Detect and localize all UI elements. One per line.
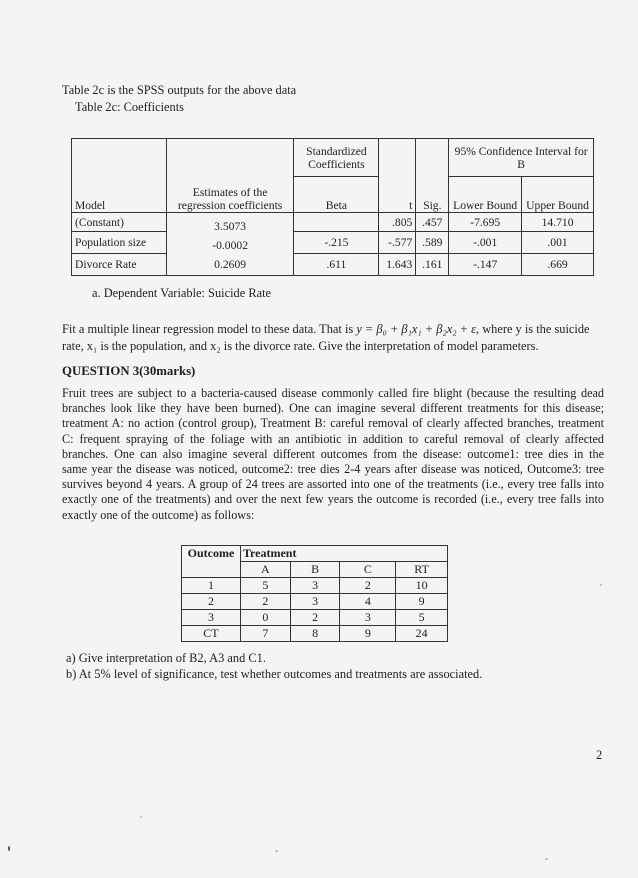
header-beta: Beta: [294, 177, 379, 213]
ct-row-total: 9: [396, 594, 448, 610]
ct-row-total: 24: [396, 626, 448, 642]
scan-speck: [8, 846, 10, 851]
row-upper: .001: [522, 232, 594, 254]
row-sig: .589: [416, 232, 449, 254]
ct-cell: 3: [340, 610, 396, 626]
ct-column-header: A: [240, 562, 290, 578]
page-number: 2: [596, 748, 603, 762]
table-caption: Table 2c: Coefficients: [75, 100, 185, 114]
estimate-value: 3.5073: [214, 219, 247, 233]
row-model: Population size: [72, 232, 167, 254]
header-lower: Lower Bound: [449, 177, 522, 213]
ct-column-header: C: [340, 562, 396, 578]
paragraph-line: branches look like they have been burned). One can imagine several different treatments for this disease;: [62, 401, 604, 416]
ct-cell: 2: [240, 594, 290, 610]
coefficients-table: [71, 138, 594, 276]
task-a: a) Give interpretation of B2, A3 and C1.: [66, 651, 266, 665]
regression-equation: y = β₀ + β₁x₁ + β₂x₂ + ε: [356, 322, 476, 336]
ct-column-row: [182, 562, 448, 578]
ct-rt-header: RT: [396, 562, 448, 578]
paragraph-line: treatment A: no action (control group), Treatment B: careful removal of clearly affected branches, treatment: [62, 416, 604, 431]
row-t: -.577: [379, 232, 416, 254]
paragraph-line: C: frequent spraying of the foliage with an antibiotic in addition to careful removal of clearly affected: [62, 431, 604, 446]
scan-speck: [545, 858, 548, 860]
table-row: [182, 626, 448, 642]
row-lower: -7.695: [449, 213, 522, 232]
ct-row-total: 5: [396, 610, 448, 626]
ct-cell: 2: [340, 578, 396, 594]
ct-outcome-header: Outcome: [182, 546, 241, 562]
ct-row-total: 10: [396, 578, 448, 594]
header-model: Model: [72, 177, 167, 213]
header-standardized: Standardized Coefficients: [294, 139, 379, 177]
ct-cell: 7: [240, 626, 290, 642]
row-model: (Constant): [72, 213, 167, 232]
fit-line-1: [62, 322, 590, 337]
paragraph-line: survives beyond 4 years. A group of 24 trees are assorted into one of the treatments (i.e., every tree falls into: [62, 477, 604, 492]
header-upper: Upper Bound: [522, 177, 594, 213]
paragraph-line: branches. One can also imagine several different outcomes from the disease: outcome1: tree dies in the: [62, 446, 604, 461]
row-t: 1.643: [379, 254, 416, 276]
row-beta: .611: [294, 254, 379, 276]
question-paragraph: [62, 386, 604, 523]
question-title: QUESTION 3(30marks): [62, 364, 196, 378]
fit-line-2: rate, x₁ is the population, and x₂ is the divorce rate. Give the interpretation of model parameters.: [62, 339, 539, 353]
row-sig: .457: [416, 213, 449, 232]
table-header-row: [72, 139, 594, 177]
paragraph-line: same year the disease was noticed, outcome2: tree dies 2-4 years after disease was noticed, Outcome3: tree: [62, 462, 604, 477]
row-upper: 14.710: [522, 213, 594, 232]
ct-header-row: [182, 546, 448, 562]
fit-text: Fit a multiple linear regression model to these data. That is: [62, 322, 357, 336]
contingency-table: [181, 545, 448, 642]
header-estimates: Estimates of the regression coefficients: [166, 177, 294, 213]
header-sig: Sig.: [416, 177, 449, 213]
header-t: t: [379, 177, 416, 213]
fit-text: , where y is the suicide: [476, 322, 590, 336]
row-upper: .669: [522, 254, 594, 276]
ct-cell: 8: [290, 626, 340, 642]
ct-cell: 2: [290, 610, 340, 626]
table-row: [182, 594, 448, 610]
paragraph-line: Fruit trees are subject to a bacteria-caused disease commonly called fire blight (because the resulting dead: [62, 386, 604, 400]
estimate-value: -0.0002: [212, 238, 248, 252]
ct-cell: 9: [340, 626, 396, 642]
table-row: [72, 254, 594, 276]
row-model: Divorce Rate: [72, 254, 167, 276]
ct-treatment-header: Treatment: [240, 546, 395, 562]
task-b: b) At 5% level of significance, test whether outcomes and treatments are associated.: [66, 667, 483, 681]
row-sig: .161: [416, 254, 449, 276]
paragraph-line: exactly one of the outcome) as follows:: [62, 507, 255, 522]
intro-line: Table 2c is the SPSS outputs for the above data: [62, 83, 297, 97]
row-lower: -.147: [449, 254, 522, 276]
scan-speck: [140, 816, 142, 818]
table-row: [72, 232, 594, 254]
estimate-value: 0.2609: [214, 257, 247, 271]
row-t: .805: [379, 213, 416, 232]
scan-speck: [275, 850, 278, 852]
paragraph-line: exactly one of the treatments) and over the next few years the outcome is recorded (i.e., every tree falls into: [62, 492, 604, 507]
table-row: [182, 610, 448, 626]
row-beta: -.215: [294, 232, 379, 254]
row-beta: [294, 213, 379, 232]
ct-cell: 5: [240, 578, 290, 594]
ct-row-label: CT: [182, 626, 241, 642]
estimates-cell: [166, 213, 294, 276]
ct-row-label: 1: [182, 578, 241, 594]
scan-speck: [600, 584, 602, 586]
ct-cell: 0: [240, 610, 290, 626]
ct-row-label: 3: [182, 610, 241, 626]
header-ci: 95% Confidence Interval for B: [449, 139, 594, 177]
table-row: [72, 213, 594, 232]
table-row: [182, 578, 448, 594]
ct-row-label: 2: [182, 594, 241, 610]
table-subheader-row: [72, 177, 594, 213]
row-lower: -.001: [449, 232, 522, 254]
ct-cell: 4: [340, 594, 396, 610]
ct-column-header: B: [290, 562, 340, 578]
ct-cell: 3: [290, 594, 340, 610]
table-footnote: a. Dependent Variable: Suicide Rate: [92, 286, 272, 300]
ct-cell: 3: [290, 578, 340, 594]
